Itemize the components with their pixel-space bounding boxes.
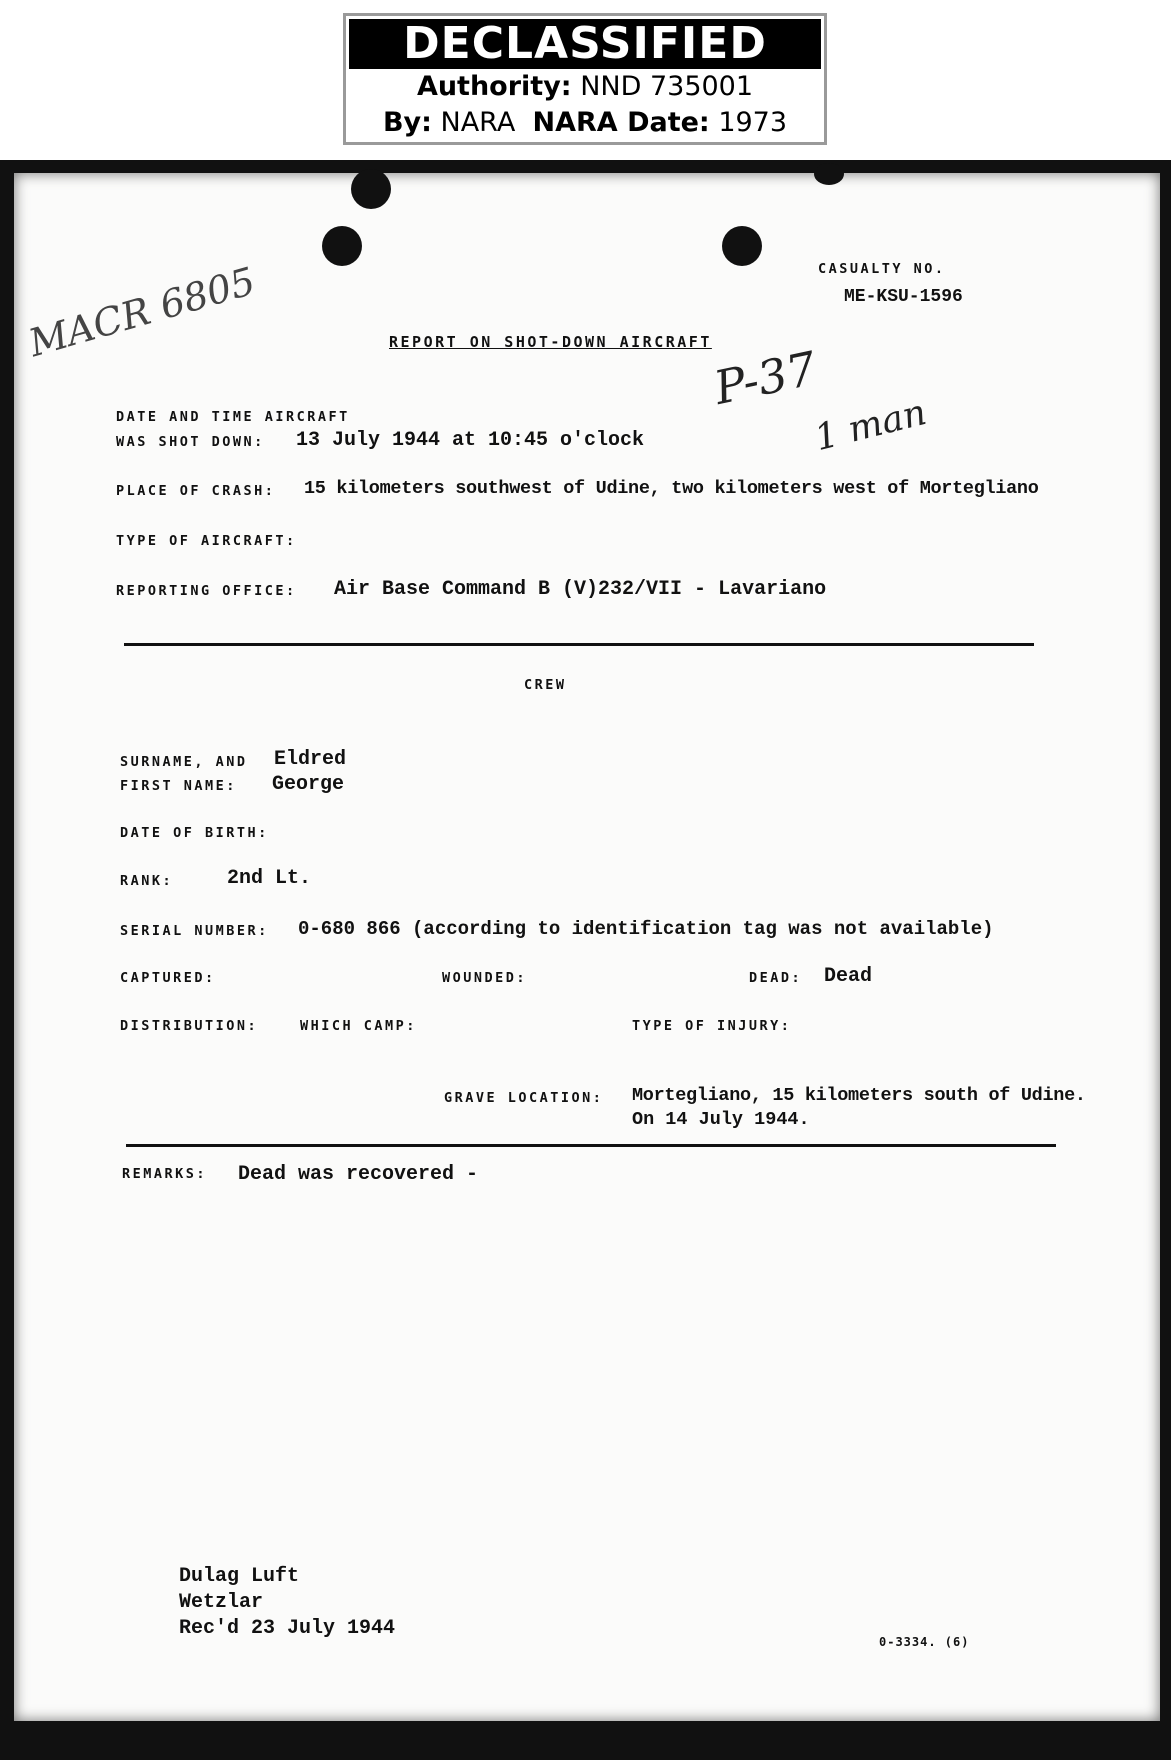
remarks-label: REMARKS: xyxy=(122,1166,208,1182)
injury-label: TYPE OF INJURY: xyxy=(632,1018,792,1034)
punch-hole xyxy=(322,226,362,266)
stamp-authority-label: Authority: xyxy=(416,71,572,102)
rank-label: RANK: xyxy=(120,873,174,889)
captured-label: CAPTURED: xyxy=(120,970,216,986)
stamp-by-value: NARA xyxy=(440,107,516,138)
date-time-label-1: DATE AND TIME AIRCRAFT xyxy=(116,409,350,425)
casualty-number: ME-KSU-1596 xyxy=(844,287,963,307)
stamp-by xyxy=(346,105,824,141)
handwritten-aircraft-note: P-37 xyxy=(709,340,822,416)
reporting-office-value: Air Base Command B (V)232/VII - Lavariano xyxy=(334,578,827,601)
stamp-title: DECLASSIFIED xyxy=(349,19,821,69)
date-time-value: 13 July 1944 at 10:45 o'clock xyxy=(296,429,645,452)
dead-value: Dead xyxy=(824,965,873,988)
footer-line-2: Wetzlar xyxy=(179,1591,264,1614)
remarks-value: Dead was recovered - xyxy=(238,1163,479,1186)
grave-label: GRAVE LOCATION: xyxy=(444,1090,604,1106)
punch-hole xyxy=(722,226,762,266)
dead-label: DEAD: xyxy=(749,970,803,986)
dob-label: DATE OF BIRTH: xyxy=(120,825,269,841)
grave-value-1: Mortegliano, 15 kilometers south of Udine. xyxy=(632,1085,1086,1106)
punch-hole xyxy=(814,163,844,185)
serial-label: SERIAL NUMBER: xyxy=(120,923,269,939)
punch-hole xyxy=(351,169,391,209)
serial-value: 0-680 866 (according to identification tag was not available) xyxy=(298,918,994,940)
place-label: PLACE OF CRASH: xyxy=(116,483,276,499)
surname-value: Eldred xyxy=(274,748,347,771)
reporting-office-label: REPORTING OFFICE: xyxy=(116,583,297,599)
casualty-label: CASUALTY NO. xyxy=(818,261,946,277)
crew-heading: CREW xyxy=(524,677,567,693)
rank-value: 2nd Lt. xyxy=(227,867,312,890)
aircraft-type-label: TYPE OF AIRCRAFT: xyxy=(116,533,297,549)
report-title: REPORT ON SHOT-DOWN AIRCRAFT xyxy=(389,333,712,351)
place-value: 15 kilometers southwest of Udine, two kilometers west of Mortegliano xyxy=(304,478,1039,499)
document-page xyxy=(14,173,1160,1721)
wounded-label: WOUNDED: xyxy=(442,970,528,986)
first-name-value: George xyxy=(272,773,345,796)
form-code: 0-3334. (6) xyxy=(879,1635,970,1649)
handwritten-crew-note: 1 man xyxy=(810,391,931,460)
distribution-label: DISTRIBUTION: xyxy=(120,1018,259,1034)
declassification-stamp xyxy=(343,13,827,145)
stamp-authority xyxy=(346,69,824,105)
stamp-by-label: By: xyxy=(382,107,432,138)
grave-value-2: On 14 July 1944. xyxy=(632,1109,810,1130)
name-label-2: FIRST NAME: xyxy=(120,778,237,794)
camp-label: WHICH CAMP: xyxy=(300,1018,417,1034)
stamp-date-label: NARA Date: xyxy=(532,107,710,138)
stamp-authority-value: NND 735001 xyxy=(580,71,754,102)
date-time-label-2: WAS SHOT DOWN: xyxy=(116,434,265,450)
stamp-date-value: 1973 xyxy=(718,107,788,138)
footer-line-1: Dulag Luft xyxy=(179,1565,300,1588)
footer-line-3: Rec'd 23 July 1944 xyxy=(179,1617,396,1640)
name-label-1: SURNAME, AND xyxy=(120,754,248,770)
handwritten-margin-note: MACR 6805 xyxy=(24,258,260,366)
divider xyxy=(126,1144,1056,1147)
divider xyxy=(124,643,1034,646)
